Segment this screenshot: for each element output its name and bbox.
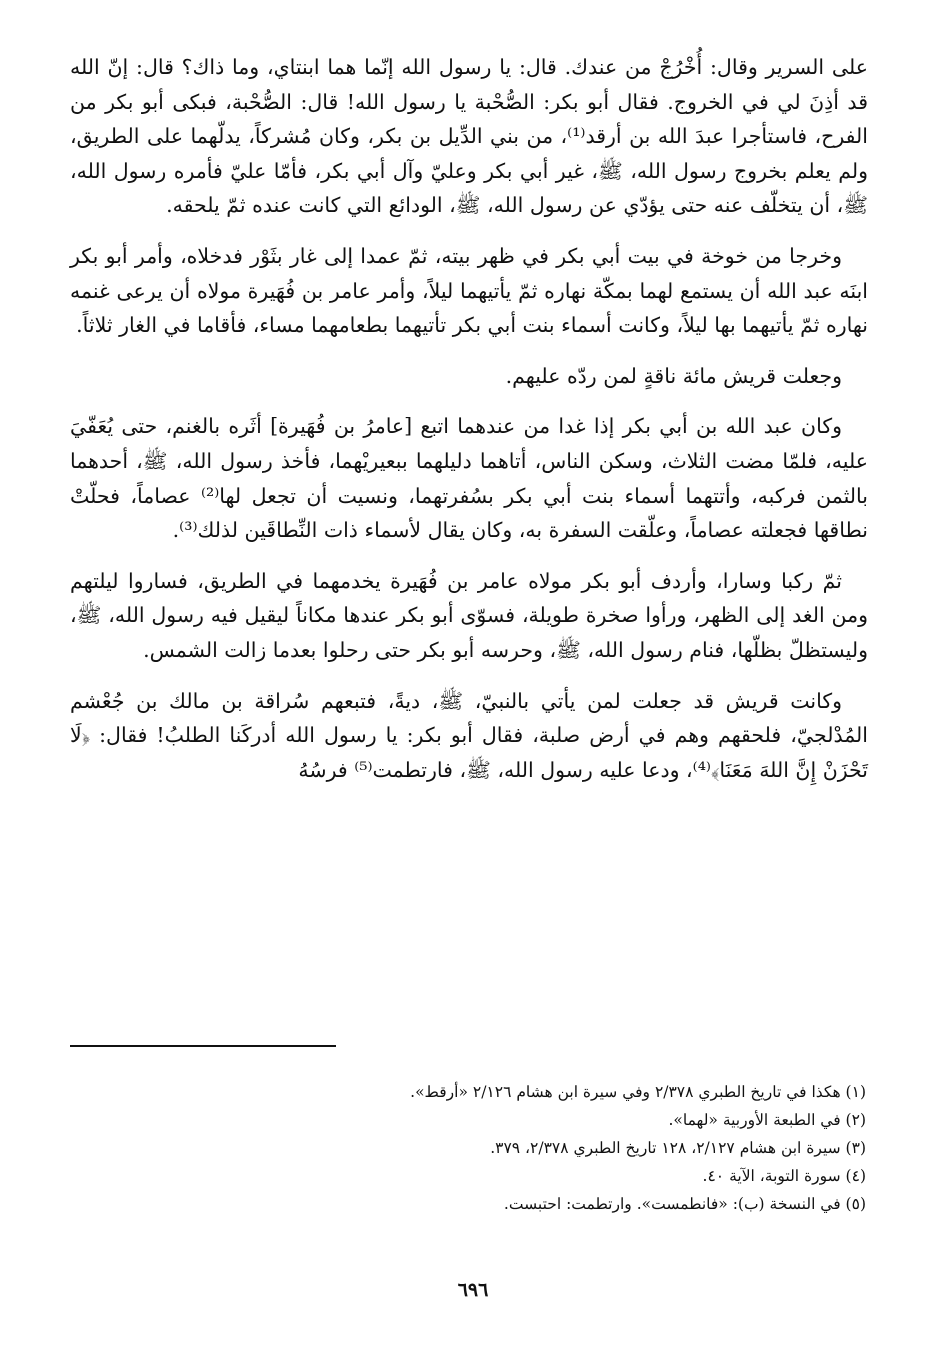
main-text xyxy=(70,50,868,787)
page-number: ٦٩٦ xyxy=(457,1279,489,1301)
footnote-2: (٢) في الطبعة الأوربية «لهما». xyxy=(668,1111,866,1129)
paragraph-5: ثمّ ركبا وسارا، وأردف أبو بكر مولاه عامر بن فُهَيرة يخدمهما في الطريق، فساروا ليلتهم ومن الغد إلى الظهر، ورأوا صخرة طويلة، فسوّى أبو بكر عندها مكاناً ليقيل فيه رسول الله، ﷺ، وليستظلّ بظلّها، فنام رسول الله، ﷺ، وحرسه أبو بكر حتى رحلوا بعدما زالت الشمس. xyxy=(70,568,868,662)
footnote-divider xyxy=(70,1045,336,1047)
footnote-5: (٥) في النسخة (ب): «فانطمست». وارتطمت: احتبست. xyxy=(503,1195,866,1213)
paragraph-4: وكان عبد الله بن أبي بكر إذا غدا من عندهما اتبع [عامرُ بن فُهَيرة] أثَره بالغنم، حتى يُعَفّيَ عليه، فلمّا مضت الثلاث، وسكن الناس، أتاهما دليلهما ببعيريْهما، فأخذ رسول الله، ﷺ، أحدهما بالثمن فركبه، وأتتهما أسماء بنت أبي بكر بسُفرتهما، ونسيت أن تجعل لها⁽²⁾ عصاماً، فحلّتْ نطاقها فجعلته عصاماً، وعلّقت السفرة به، وكان يقال لأسماء ذات النِّطاقَين لذلك⁽³⁾. xyxy=(70,414,868,543)
paragraph-3: وجعلت قريش مائة ناقةٍ لمن ردّه عليهم. xyxy=(505,363,842,388)
paragraph-6: وكانت قريش قد جعلت لمن يأتي بالنبيّ، ﷺ، ديةً، فتبعهم سُراقة بن مالك بن جُعْشم المُدْلجيّ، فلحقهم وهم في أرض صلبة، فقال أبو بكر: يا رسول الله أدركَنا الطلبُ! فقال: ﴿لَا تَحْزَنْ إِنَّ اللهَ مَعَنَا﴾⁽⁴⁾، ودعا عليه رسول الله، ﷺ، فارتطمت⁽⁵⁾ فرسُهُ xyxy=(70,688,868,782)
paragraph-1: على السرير وقال: أُخْرُجْ من عندك. قال: يا رسول الله إنّما هما ابنتاي، وما ذاك؟ قال: إنّ الله قد أذِنَ لي في الخروج. فقال أبو بكر: الصُّحْبة يا رسول الله! قال: الصُّحْبة، فبكى أبو بكر من الفرح، فاستأجرا عبدَ الله بن أرقد⁽¹⁾، من بني الدِّيل بن بكر، وكان مُشركاً، يدلّهما على الطريق، ولم يعلم بخروج رسول الله، ﷺ، غير أبي بكر وعليّ وآل أبي بكر، فأمّا عليّ فأمره رسول الله، ﷺ، أن يتخلّف عنه حتى يؤدّي عن رسول الله، ﷺ، الودائع التي كانت عنده ثمّ يلحقه. xyxy=(70,55,868,218)
footnote-3: (٣) سيرة ابن هشام ٢/١٢٧، ١٢٨ تاريخ الطبري ٢/٣٧٨، ٣٧٩. xyxy=(490,1139,866,1157)
footnote-4: (٤) سورة التوبة، الآية ٤٠. xyxy=(702,1167,866,1185)
footnote-1: (١) هكذا في تاريخ الطبري ٢/٣٧٨ وفي سيرة ابن هشام ٢/١٢٦ «أرقط». xyxy=(410,1083,866,1101)
footnotes xyxy=(70,1078,866,1218)
paragraph-2: وخرجا من خوخة في بيت أبي بكر في ظهر بيته، ثمّ عمدا إلى غار بثَوْر فدخلاه، وأمر أبو بكر ابنَه عبد الله أن يستمع لهما بمكّة نهاره ثمّ يأتيهما ليلاً، وأمر عامر بن فُهَيرة مولاه أن يرعى غنمه نهاره ثمّ يأتيهما بها ليلاً، وكانت أسماء بنت أبي بكر تأتيهما بطعامهما مساء، فأقاما في الغار ثلاثاً. xyxy=(70,243,868,338)
